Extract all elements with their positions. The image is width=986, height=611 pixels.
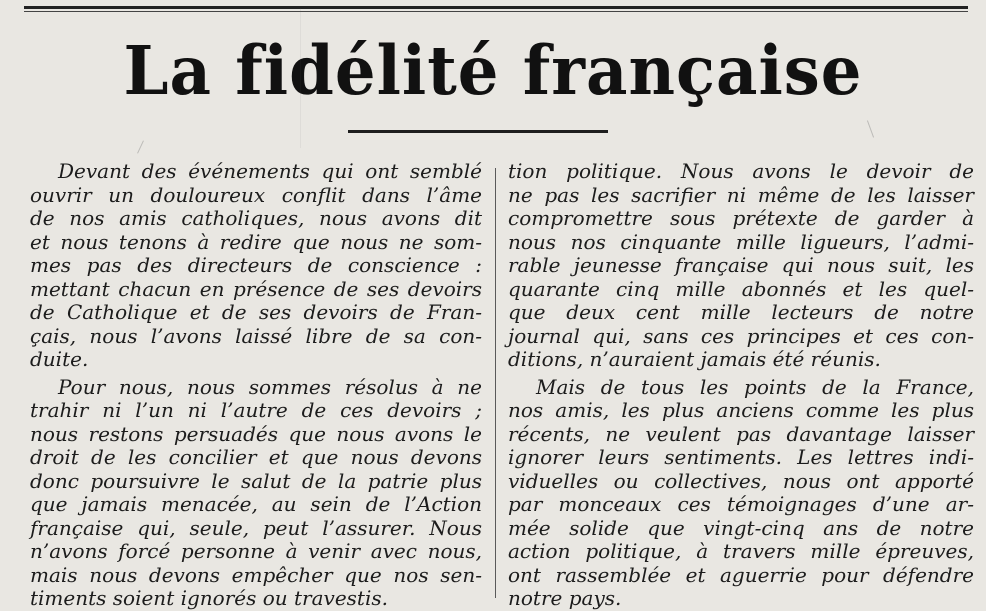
text-line: ditions, n’auraient jamais été réunis. (508, 347, 881, 371)
left-column (30, 160, 482, 611)
text-line: action politique, à travers mille épreuves, (508, 539, 974, 563)
text-line: notre pays. (508, 586, 622, 610)
column-divider (495, 168, 496, 598)
text-line: Pour nous, nous sommes résolus à ne (58, 374, 482, 399)
text-line: tion politique. Nous avons le devoir de (508, 159, 974, 183)
text-line: nous restons persuadés que nous avons le (30, 421, 482, 446)
text-line: trahir ni l’un ni l’autre de ces devoirs ; (30, 398, 482, 422)
paragraph (30, 376, 482, 611)
text-line: compromettre sous prétexte de garder à (508, 206, 974, 230)
text-line: journal qui, sans ces principes et ces con- (508, 323, 974, 348)
text-line: de Catholique et de ses devoirs de Fran- (30, 300, 482, 324)
text-line: nous nos cinquante mille ligueurs, l’admi- (508, 229, 974, 254)
text-line: mais nous devons empêcher que nos sen- (30, 562, 482, 587)
text-line: timents soient ignorés ou travestis. (30, 586, 388, 610)
text-line: mes pas des directeurs de conscience : (30, 253, 482, 277)
text-line: que jamais menacée, au sein de l’Action (30, 492, 482, 516)
text-line: française qui, seule, peut l’assurer. Nous (30, 515, 482, 540)
text-line: ignorer leurs sentiments. Les lettres indi- (508, 445, 974, 469)
right-column (508, 160, 974, 611)
text-line: quarante cinq mille abonnés et les quel- (508, 276, 974, 301)
text-line: duite. (30, 347, 89, 371)
text-line: Mais de tous les points de la France, (536, 374, 974, 399)
text-line: de nos amis catholiques, nous avons dit (30, 206, 482, 230)
top-rule (24, 6, 968, 9)
headline: La fidélité française (123, 32, 863, 111)
top-rule-thin (24, 11, 968, 12)
text-line: ouvrir un douloureux conflit dans l’âme (30, 182, 482, 207)
paragraph (508, 160, 974, 372)
text-line: ont rassemblée et aguerrie pour défendre (508, 562, 974, 587)
text-line: mée solide que vingt-cinq ans de notre (508, 515, 974, 540)
text-line: récents, ne veulent pas davantage laisser (508, 421, 974, 446)
paragraph (30, 160, 482, 372)
text-line: Devant des événements qui ont semblé (58, 159, 482, 183)
text-line: droit de les concilier et que nous devons (30, 445, 482, 469)
text-line: donc poursuivre le salut de la patrie plus (30, 468, 482, 493)
text-line: nos amis, les plus anciens comme les plus (508, 398, 974, 422)
text-line: et nous tenons à redire que nous ne som- (30, 229, 482, 254)
paper-scratch (137, 140, 144, 153)
paper-scratch (300, 8, 301, 148)
text-line: ne pas les sacrifier ni même de les laisser (508, 182, 974, 207)
text-line: mettant chacun en présence de ses devoirs (30, 276, 482, 301)
text-line: viduelles ou collectives, nous ont apporté (508, 468, 974, 493)
text-line: n’avons forcé personne à venir avec nous, (30, 539, 482, 563)
text-line: par monceaux ces témoignages d’une ar- (508, 492, 974, 516)
paragraph (508, 376, 974, 611)
text-line: rable jeunesse française qui nous suit, les (508, 253, 974, 277)
headline-underline (348, 130, 608, 133)
text-line: çais, nous l’avons laissé libre de sa con- (30, 323, 482, 348)
text-line: que deux cent mille lecteurs de notre (508, 300, 974, 324)
